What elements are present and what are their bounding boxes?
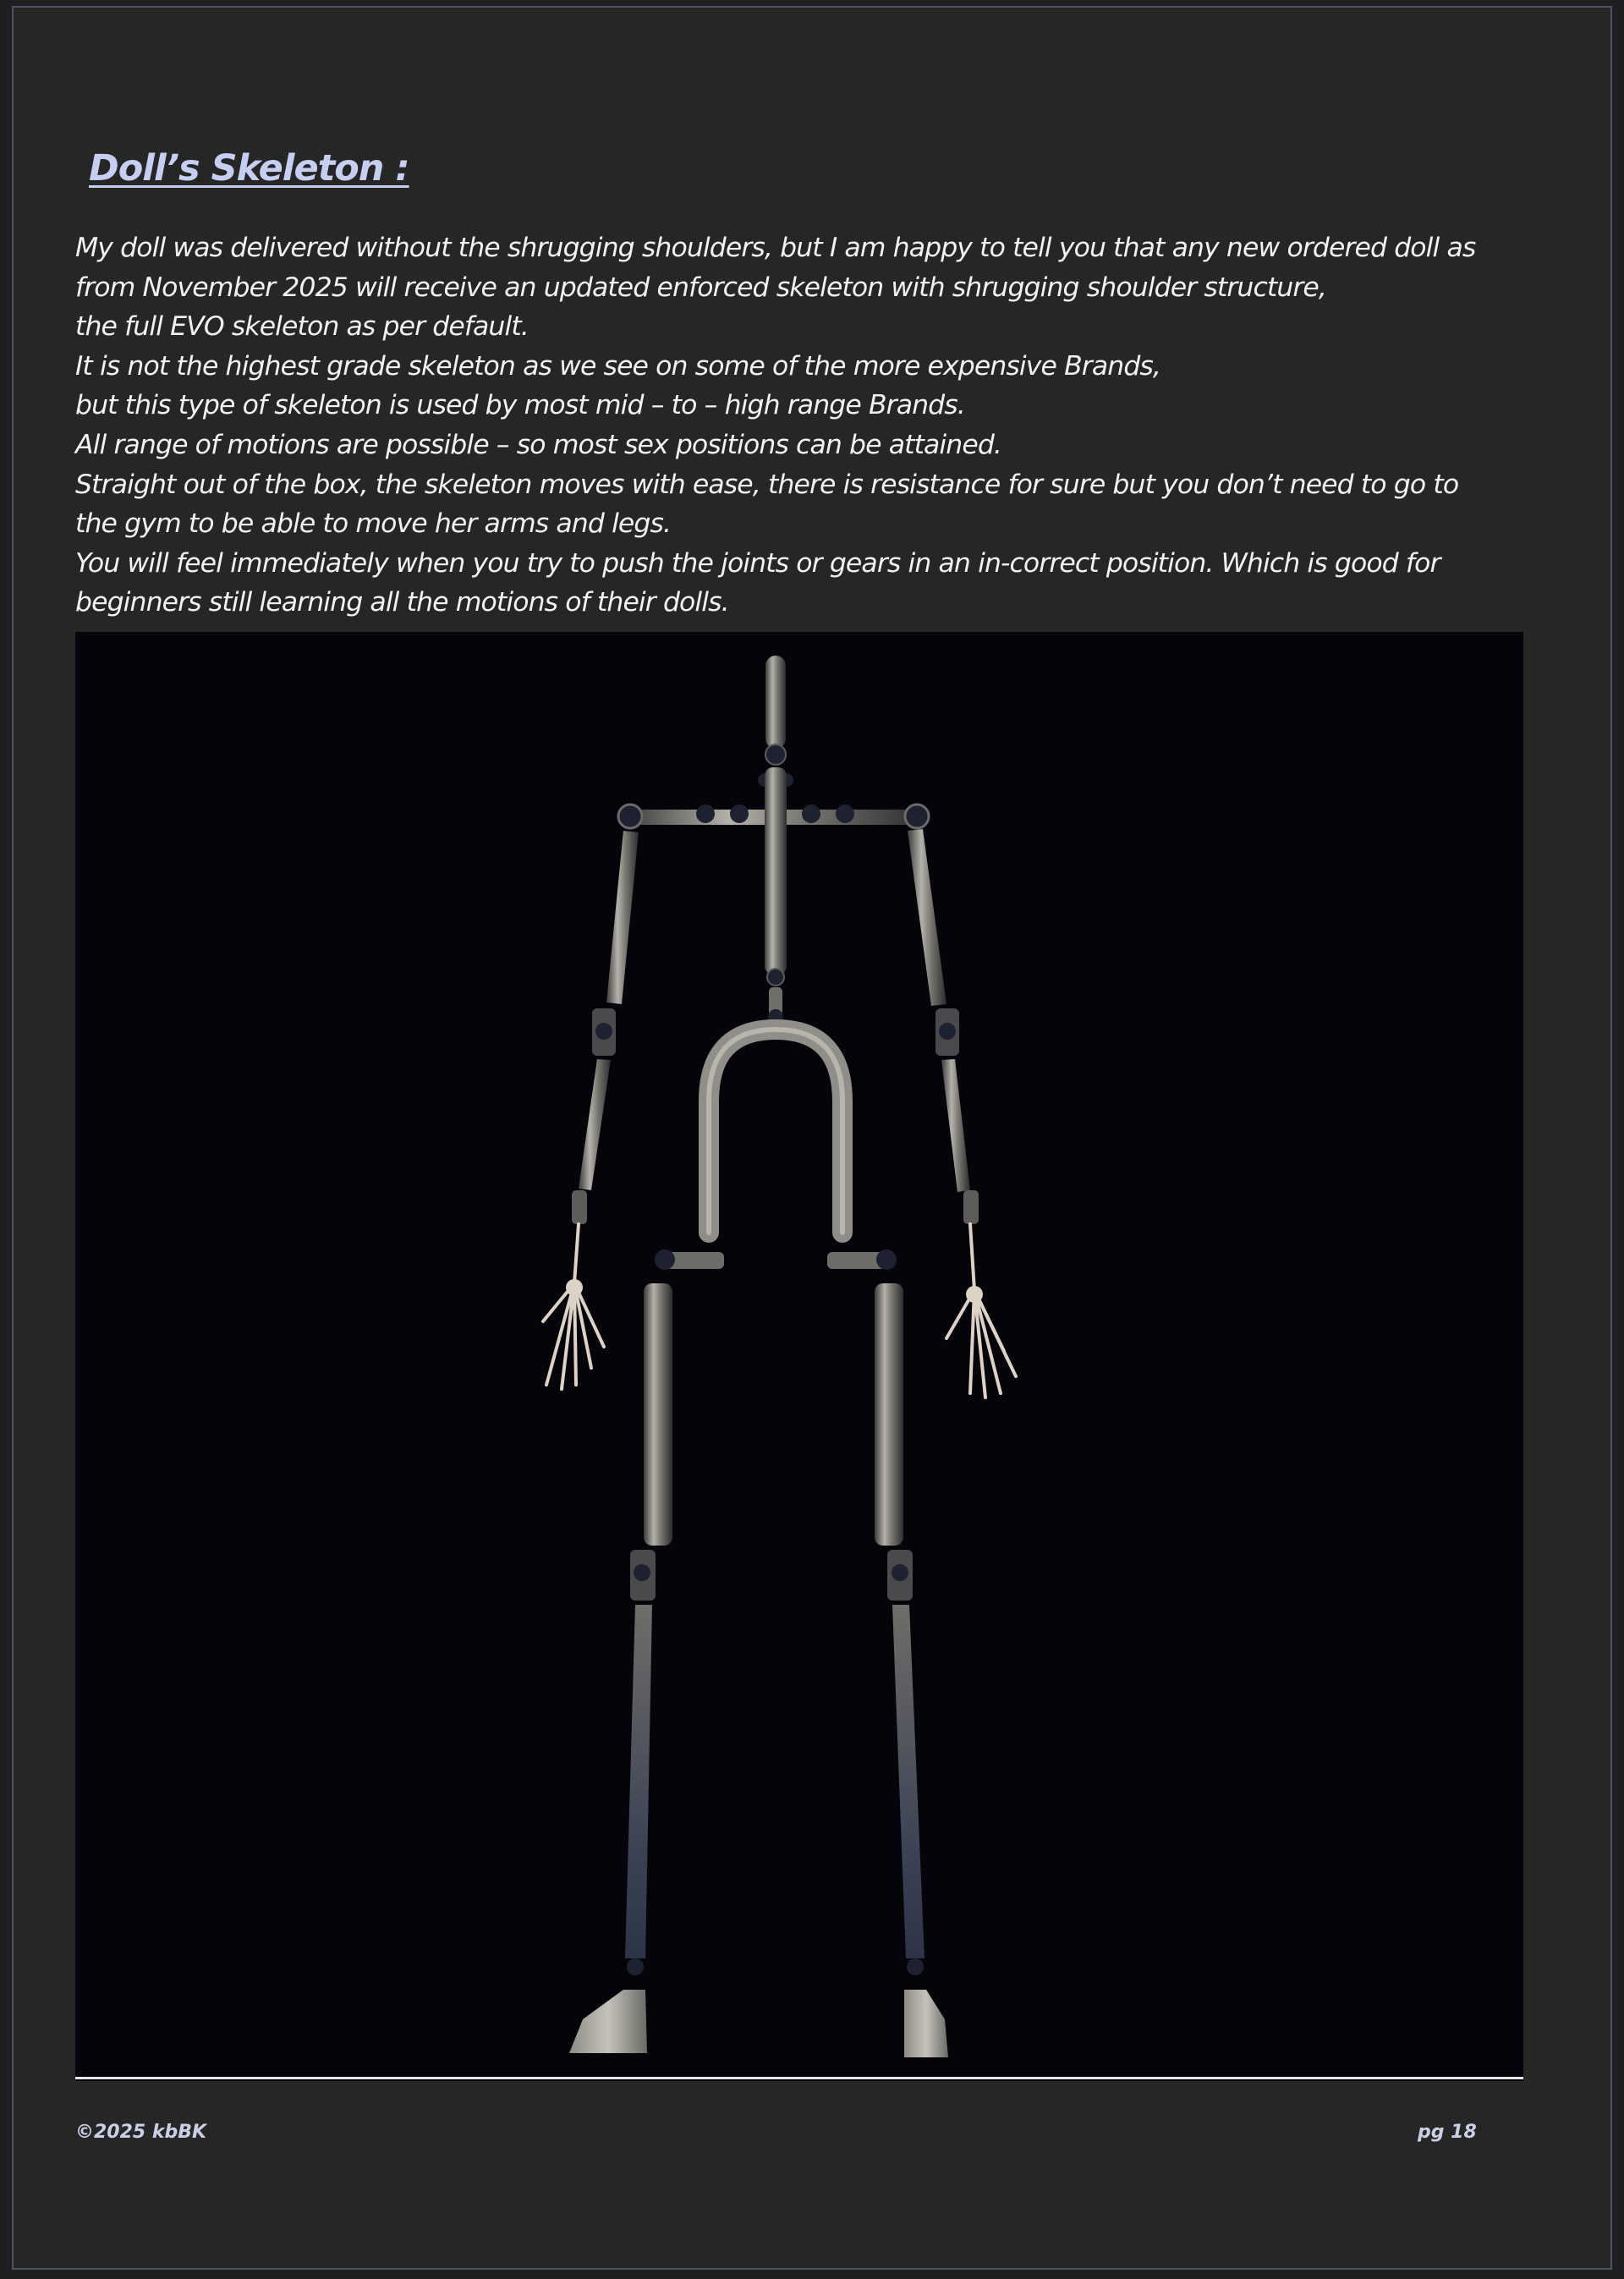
paragraph-line-4: It is not the highest grade skeleton as we see on some of the more expensive Brands, — [75, 350, 1161, 382]
footer-copyright: ©2025 kbBK — [75, 2122, 207, 2143]
left-hand — [543, 1224, 604, 1389]
skeleton-illustration — [75, 632, 1523, 2081]
left-leg — [569, 1283, 672, 2053]
spine — [765, 767, 787, 1024]
right-leg — [875, 1283, 948, 2057]
skeleton-photo — [75, 632, 1523, 2081]
left-arm — [572, 831, 639, 1224]
paragraph-line-5: but this type of skeleton is used by most mid – to – high range Brands. — [75, 390, 965, 421]
paragraph-line-8: the gym to be able to move her arms and legs. — [75, 508, 672, 540]
paragraph-line-10: beginners still learning all the motions of their dolls. — [75, 587, 729, 618]
paragraph-line-1: My doll was delivered without the shrugging shoulders, but I am happy to tell you that any new ordered doll as — [75, 233, 1476, 263]
right-hand — [946, 1224, 1016, 1398]
paragraph-line-6: All range of motions are possible – so most sex positions can be attained. — [75, 429, 1002, 460]
paragraph-line-9: You will feel immediately when you try to push the joints or gears in an in-correct position. Which is good for — [75, 547, 1440, 579]
paragraph-line-3: the full EVO skeleton as per default. — [75, 311, 529, 343]
footer-divider — [75, 2077, 1523, 2079]
paragraph-line-2: from November 2025 will receive an updated enforced skeleton with shrugging shoulder structure, — [75, 272, 1327, 303]
pelvis — [655, 1030, 897, 1270]
paragraph-line-7: Straight out of the box, the skeleton moves with ease, there is resistance for sure but you don’t need to go to — [75, 469, 1459, 500]
page-number: pg 18 — [1418, 2122, 1477, 2143]
page-title: Doll’s Skeleton : — [89, 147, 409, 189]
body-paragraph — [75, 228, 1564, 623]
head-rod — [765, 656, 786, 765]
right-arm — [908, 829, 979, 1224]
